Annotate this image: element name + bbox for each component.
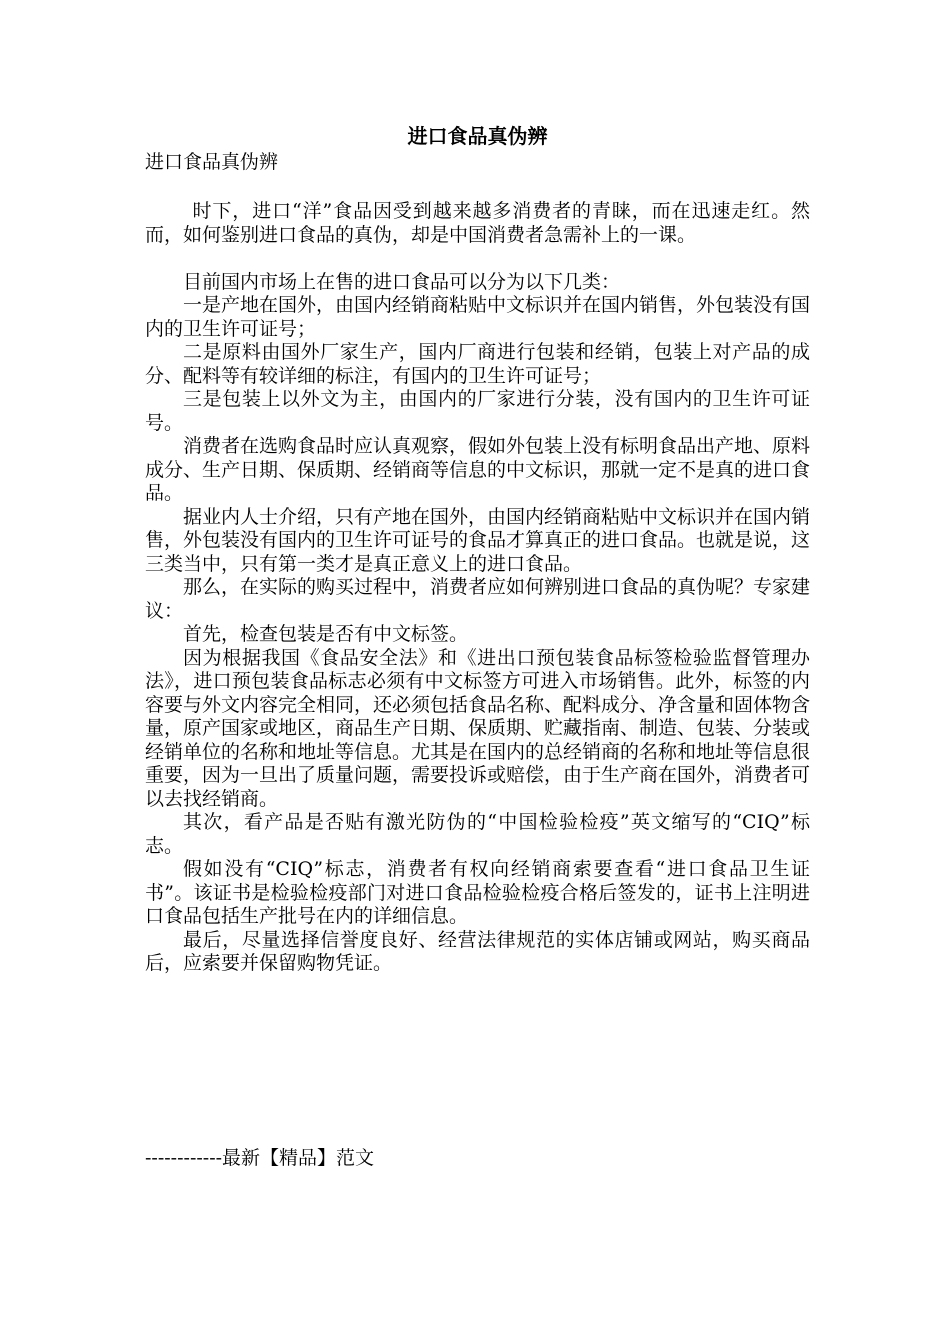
- paragraph-spacer: [145, 247, 810, 271]
- paragraph-category-two: 二是原料由国外厂家生产，国内厂商进行包装和经销，包装上对产品的成分、配料等有较详细的标注，有国内的卫生许可证号；: [145, 341, 810, 387]
- paragraph-label-law: 因为根据我国《食品安全法》和《进出口预包装食品标签检验监督管理办法》，进口预包装食品标志必须有中文标签方可进入市场销售。此外，标签的内容要与外文内容完全相同，还必须包括食品名称、配料成分、净含量和固体物含量，原产国家或地区，商品生产日期、保质期、贮藏指南、制造、包装、分装或经销单位的名称和地址等信息。尤其是在国内的总经销商的名称和地址等信息很重要，因为一旦出了质量问题，需要投诉或赔偿，由于生产商在国外，消费者可以去找经销商。: [145, 646, 811, 810]
- paragraph-second-step: 其次，看产品是否贴有激光防伪的“中国检验检疫”英文缩写的“CIQ”标志。: [145, 811, 810, 857]
- paragraph-category-three: 三是包装上以外文为主，由国内的厂家进行分装，没有国内的卫生许可证号。: [145, 388, 810, 434]
- document-subtitle: 进口食品真伪辨: [145, 151, 279, 173]
- paragraph-first-step: 首先，检查包装是否有中文标签。: [183, 623, 469, 645]
- paragraph-expert-intro: 那么，在实际的购买过程中，消费者应如何辨别进口食品的真伪呢？专家建议：: [145, 576, 811, 622]
- paragraph-certificate: 假如没有“CIQ”标志，消费者有权向经销商索要查看“进口食品卫生证书”。该证书是检验检疫部门对进口食品检验检疫合格后签发的，证书上注明进口食品包括生产批号在内的详细信息。: [145, 858, 810, 927]
- paragraph-final-step: 最后，尽量选择信誉度良好、经营法律规范的实体店铺或网站，购买商品后，应索要并保留购物凭证。: [145, 928, 810, 974]
- document-footer: ------------最新【精品】范文: [145, 1147, 375, 1169]
- document-title: 进口食品真伪辨: [407, 124, 548, 148]
- paragraph-category-one: 一是产地在国外，由国内经销商粘贴中文标识并在国内销售，外包装没有国内的卫生许可证号；: [145, 294, 811, 340]
- paragraph-categories-intro: 目前国内市场上在售的进口食品可以分为以下几类：: [183, 270, 621, 293]
- paragraph-industry-insight: 据业内人士介绍，只有产地在国外，由国内经销商粘贴中文标识并在国内销售，外包装没有国内的卫生许可证号的食品才算真正的进口食品。也就是说，这三类当中，只有第一类才是真正意义上的进口食品。: [145, 505, 811, 575]
- paragraph-consumer-advice: 消费者在选购食品时应认真观察，假如外包装上没有标明食品出产地、原料成分、生产日期、保质期、经销商等信息的中文标识，那就一定不是真的进口食品。: [145, 435, 811, 504]
- paragraph-intro: 时下，进口“洋”食品因受到越来越多消费者的青睐，而在迅速走红。然而，如何鉴别进口食品的真伪，却是中国消费者急需补上的一课。: [145, 200, 810, 246]
- document-body: [145, 200, 810, 976]
